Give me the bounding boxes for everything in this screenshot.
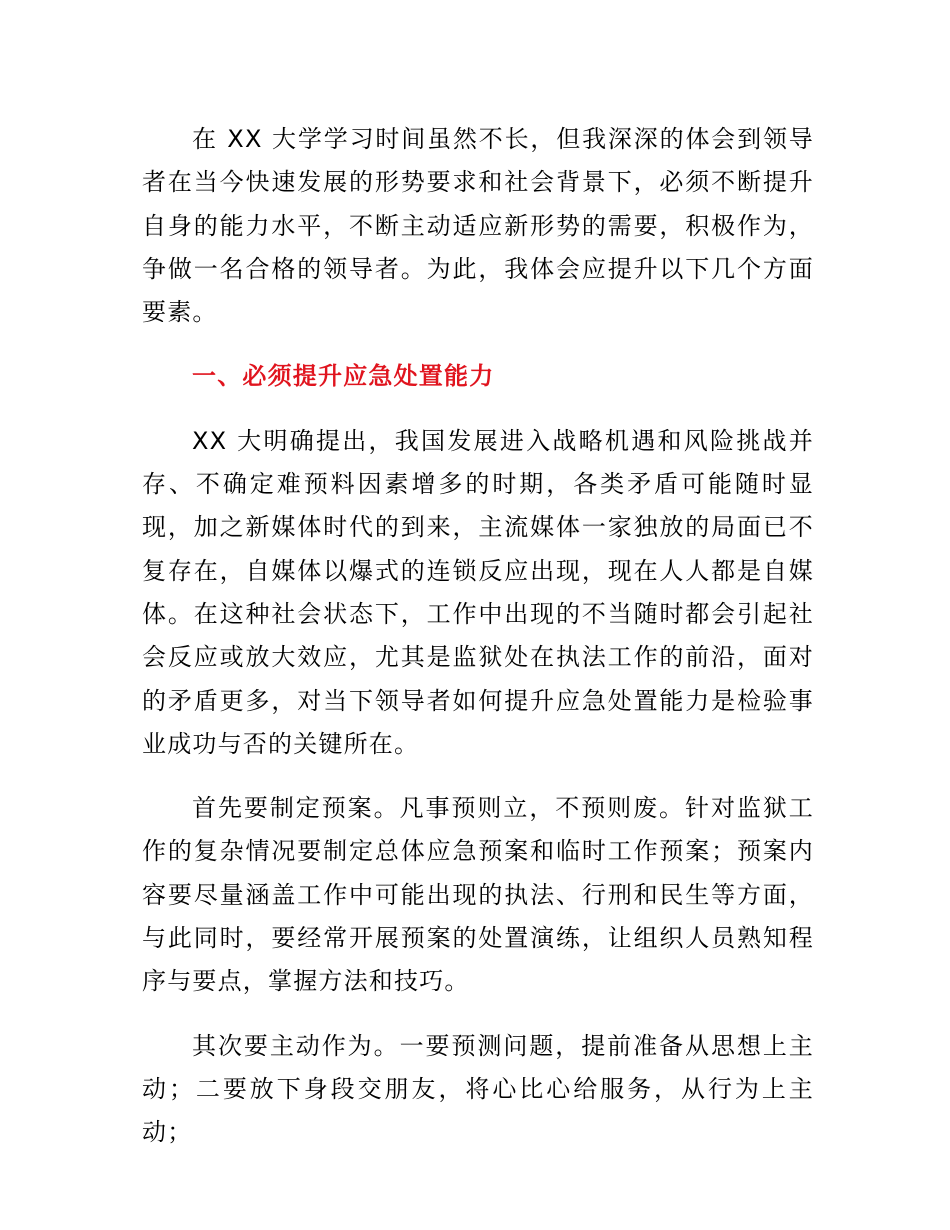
document-body (142, 118, 814, 1176)
plan-paragraph: 首先要制定预案。凡事预则立，不预则废。针对监狱工作的复杂情况要制定总体应急预案和临时工作预案；预案内容要尽量涵盖工作中可能出现的执法、行刑和民生等方面，与此同时，要经常开展预案的处置演练，让组织人员熟知程序与要点，掌握方法和技巧。 (142, 794, 814, 996)
intro-paragraph: 在 XX 大学学习时间虽然不长，但我深深的体会到领导者在当今快速发展的形势要求和社会背景下，必须不断提升自身的能力水平，不断主动适应新形势的需要，积极作为，争做一名合格的领导者。为此，我体会应提升以下几个方面要素。 (142, 125, 814, 327)
context-paragraph: XX 大明确提出，我国发展进入战略机遇和风险挑战并存、不确定难预料因素增多的时期，各类矛盾可能随时显现，加之新媒体时代的到来，主流媒体一家独放的局面已不复存在，自媒体以爆式的连锁反应出现，现在人人都是自媒体。在这种社会状态下，工作中出现的不当随时都会引起社会反应或放大效应，尤其是监狱处在执法工作的前沿，面对的矛盾更多，对当下领导者如何提升应急处置能力是检验事业成功与否的关键所在。 (142, 426, 814, 758)
action-paragraph: 其次要主动作为。一要预测问题，提前准备从思想上主动；二要放下身段交朋友，将心比心给服务，从行为上主动； (142, 1031, 814, 1147)
section-heading: 一、必须提升应急处置能力 (192, 362, 495, 391)
